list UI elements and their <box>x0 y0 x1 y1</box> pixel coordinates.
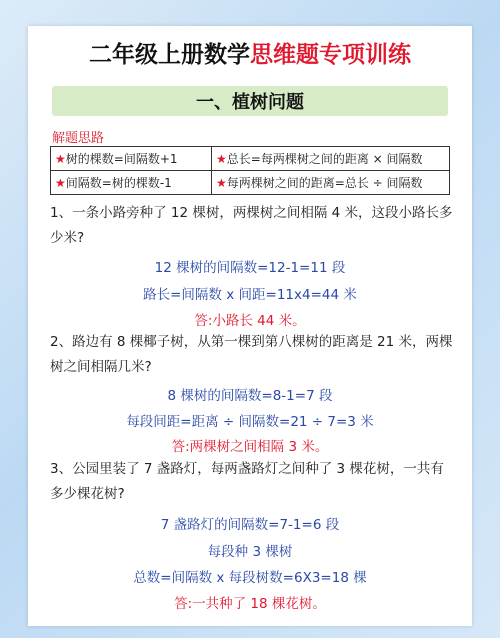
section-heading <box>52 86 448 116</box>
rule-text: 间隔数=树的棵数-1 <box>65 176 172 190</box>
rule-cell <box>51 171 212 195</box>
rule-text: 树的棵数=间隔数+1 <box>65 152 178 166</box>
problem-2-question: 2、路边有 8 棵椰子树，从第一棵到第八棵树的距离是 21 米，两棵树之间相隔几米? <box>50 334 453 375</box>
star-icon: ★ <box>216 176 227 190</box>
problem-2-answer: 答:两棵树之间相隔 3 米。 <box>171 439 329 455</box>
problem-3-step-2: 每段种 3 棵树 <box>207 544 293 560</box>
problem-1-answer: 答:小路长 44 米。 <box>194 313 306 329</box>
problem-2-step-1: 8 棵树的间隔数=8-1=7 段 <box>167 388 333 404</box>
problem-1-question: 1、一条小路旁种了 12 棵树，两棵树之间相隔 4 米，这段小路长多少米? <box>50 205 453 246</box>
problem-1-step-2: 路长=间隔数 x 间距=11x4=44 米 <box>143 287 357 303</box>
rule-text: 每两棵树之间的距离=总长 ÷ 间隔数 <box>226 176 423 190</box>
tips-label: 解题思路 <box>52 131 105 146</box>
problem-2-step-2: 每段间距=距离 ÷ 间隔数=21 ÷ 7=3 米 <box>126 414 374 430</box>
star-icon: ★ <box>216 152 227 166</box>
star-icon: ★ <box>55 152 66 166</box>
problem-3-question: 3、公园里装了 7 盏路灯，每两盏路灯之间种了 3 棵花树，一共有多少棵花树? <box>50 461 444 502</box>
problem-3-step-1: 7 盏路灯的间隔数=7-1=6 段 <box>160 517 340 533</box>
title-red-part: 思维题专项训练 <box>250 41 411 68</box>
rule-text: 总长=每两棵树之间的距离 × 间隔数 <box>226 152 423 166</box>
rule-cell <box>212 147 450 171</box>
rules-table <box>50 146 450 195</box>
rule-cell <box>212 171 450 195</box>
page-title <box>28 36 472 69</box>
star-icon: ★ <box>55 176 66 190</box>
title-black-part: 二年级上册数学 <box>89 41 250 68</box>
problem-3-answer: 答:一共种了 18 棵花树。 <box>174 596 326 612</box>
rule-cell <box>51 147 212 171</box>
section-heading-text: 一、植树问题 <box>196 92 304 113</box>
problem-1-step-1: 12 棵树的间隔数=12-1=11 段 <box>154 260 346 276</box>
rules-row <box>51 147 450 171</box>
problem-3-step-3: 总数=间隔数 x 每段树数=6X3=18 棵 <box>133 570 367 586</box>
rules-row <box>51 171 450 195</box>
